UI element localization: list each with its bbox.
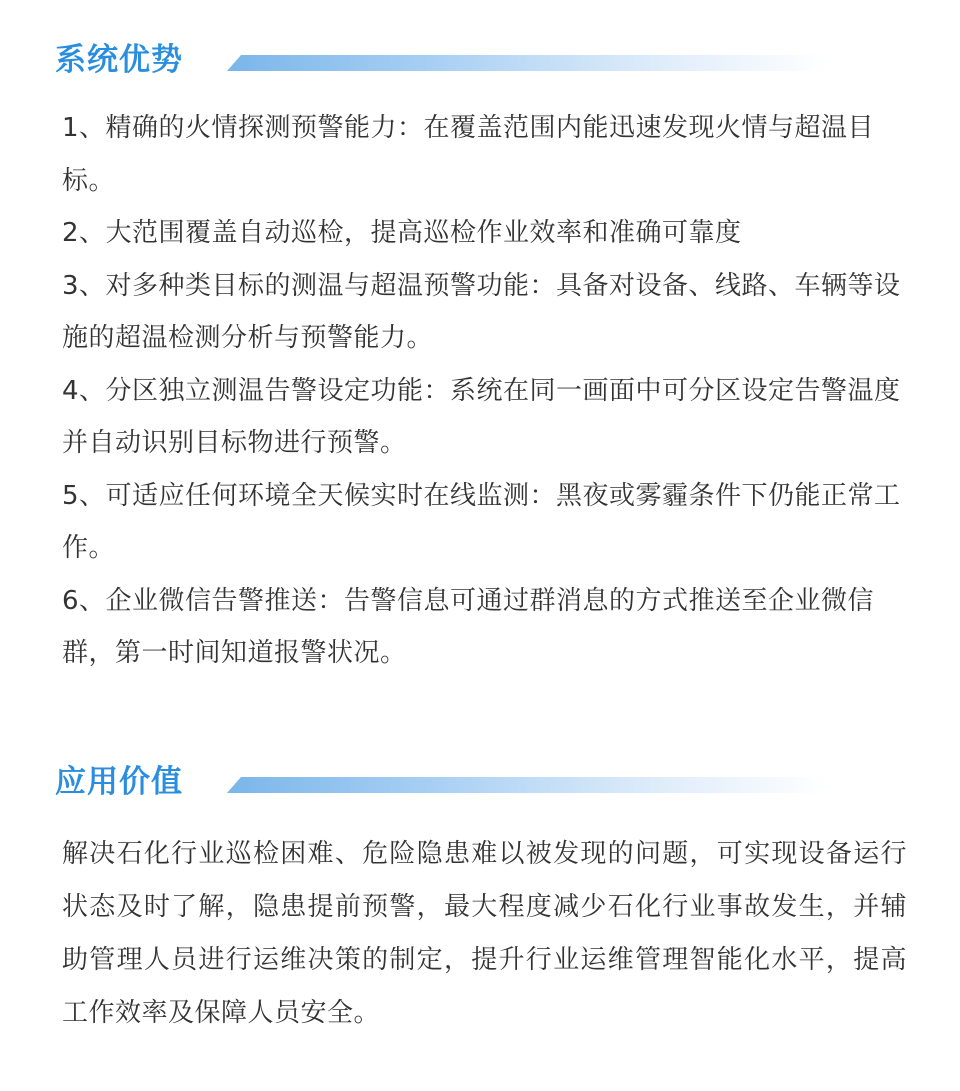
list-item: 1、精确的火情探测预警能力：在覆盖范围内能迅速发现火情与超温目标。 — [62, 113, 875, 196]
list-item: 6、企业微信告警推送：告警信息可通过群消息的方式推送至企业微信群，第一时间知道报警状况。 — [62, 585, 875, 668]
list-item: 2、大范围覆盖自动巡检，提高巡检作业效率和准确可靠度 — [62, 218, 742, 248]
section-header — [55, 760, 835, 810]
title-decoration-bar — [227, 777, 827, 793]
list-item: 4、分区独立测温告警设定功能：系统在同一画面中可分区设定告警温度并自动识别目标物进行预警。 — [62, 375, 901, 458]
value-paragraph: 解决石化行业巡检困难、危险隐患难以被发现的问题，可实现设备运行状态及时了解，隐患提前预警，最大程度减少石化行业事故发生，并辅助管理人员进行运维决策的制定，提升行业运维管理智能化水平，提高工作效率及保障人员安全。 — [62, 839, 907, 1028]
section-title: 系统优势 — [55, 42, 183, 78]
title-decoration-bar — [227, 55, 827, 71]
advantages-list — [62, 102, 907, 680]
section-header — [55, 38, 835, 88]
section-title: 应用价值 — [55, 764, 183, 800]
list-item: 3、对多种类目标的测温与超温预警功能：具备对设备、线路、车辆等设施的超温检测分析与预警能力。 — [62, 270, 901, 353]
list-item: 5、可适应任何环境全天候实时在线监测：黑夜或雾霾条件下仍能正常工作。 — [62, 480, 901, 563]
